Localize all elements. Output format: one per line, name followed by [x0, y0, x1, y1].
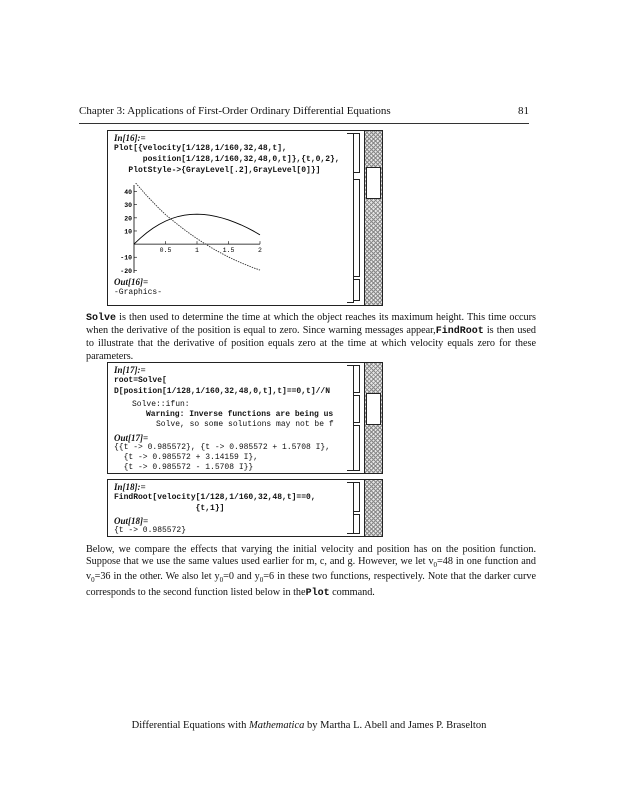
y-tick-label: 30: [124, 202, 132, 210]
x-tick-label: 1: [195, 247, 199, 255]
scroll-thumb[interactable]: [366, 393, 381, 425]
footer-text: by Martha L. Abell and James P. Braselton: [304, 720, 487, 731]
paragraph-text: is then used to illustrate that the derivative of position equals zero at the time at which velocity equals zero for these parameters.: [86, 325, 536, 362]
out-line: {t -> 0.985572}: [114, 526, 187, 534]
code-line[interactable]: root=Solve[: [114, 376, 167, 385]
cell-bracket[interactable]: [353, 365, 360, 393]
code-line[interactable]: {t,1}]: [114, 504, 225, 513]
subscript: 0: [259, 576, 264, 585]
scroll-thumb[interactable]: [366, 167, 381, 199]
code-line[interactable]: PlotStyle->{GrayLevel[.2],GrayLevel[0]}]: [114, 166, 321, 175]
code-line[interactable]: D[position[1/128,1/160,32,48,0,t],t]==0,t]//N: [114, 387, 331, 396]
plot-graphic: [112, 183, 262, 275]
notebook-cell-18[interactable]: [107, 479, 383, 537]
paragraph-text: =0 and y: [223, 571, 260, 583]
group-bracket[interactable]: [347, 482, 354, 534]
paragraph-text: =48 in one function and v: [86, 556, 536, 583]
in-label-18: In[18]:=: [114, 482, 146, 492]
in-label-17: In[17]:=: [114, 365, 146, 375]
x-tick-label: 1.5: [222, 247, 235, 255]
subscript: 0: [219, 576, 224, 585]
paragraph-text: =36 in the other. We also let y: [94, 571, 220, 583]
page-footer: [0, 720, 618, 731]
group-bracket[interactable]: [347, 133, 354, 303]
cell-bracket[interactable]: [353, 133, 360, 173]
footer-italic: Mathematica: [248, 720, 305, 731]
code-line[interactable]: position[1/128,1/160,32,48,0,t]},{t,0,2},: [114, 155, 340, 164]
cell-bracket[interactable]: [353, 279, 360, 301]
code-line[interactable]: Plot[{velocity[1/128,1/160,32,48,t],: [114, 144, 287, 153]
out-label-17: Out[17]=: [114, 433, 149, 443]
notebook-cell-17[interactable]: [107, 362, 383, 474]
series-line-velocity: [134, 183, 260, 270]
paragraph-text: =6 in these two functions, respectively. Note that the darker curve corresponds to the second function listed below in the: [86, 571, 536, 598]
cell-bracket[interactable]: [353, 514, 360, 534]
out-label-18: Out[18]=: [114, 516, 149, 526]
out-line: {{t -> 0.985572}, {t -> 0.985572 + 1.5708 I},: [114, 443, 331, 452]
y-tick-label: 10: [124, 228, 132, 236]
y-tick-label: -20: [120, 267, 132, 275]
footer-text: Differential Equations with: [131, 720, 249, 731]
in-label-16: In[16]:=: [114, 133, 146, 143]
out-label-16: Out[16]=: [114, 277, 149, 287]
warning-message: [132, 400, 342, 430]
warning-text: Solve, so some solutions may not be f: [156, 420, 334, 429]
keyword-findroot: FindRoot: [435, 326, 484, 338]
out-value-16: -Graphics-: [114, 288, 163, 297]
cell-bracket[interactable]: [353, 482, 360, 512]
cell-bracket[interactable]: [353, 425, 360, 471]
scrollbar[interactable]: [364, 480, 382, 536]
series-line-position: [134, 214, 260, 244]
scrollbar[interactable]: [364, 363, 382, 473]
notebook-cell-16[interactable]: [107, 130, 383, 306]
scrollbar[interactable]: [364, 131, 382, 305]
subscript: 0: [433, 561, 438, 570]
paragraph-text: is then used to determine the time at which the object reaches its maximum height. This time occurs when the derivative of the position is equal to zero. Since warning messages appear,: [86, 312, 536, 337]
header-rule: [79, 123, 529, 124]
page-number: 81: [518, 105, 529, 117]
warning-text: Solve::ifun:: [132, 400, 190, 409]
subscript: 0: [91, 576, 95, 585]
y-tick-label: -10: [120, 254, 132, 262]
warning-text: Warning: Inverse functions are being us: [146, 410, 334, 419]
cell-bracket[interactable]: [353, 395, 360, 423]
group-bracket[interactable]: [347, 365, 354, 471]
y-tick-label: 40: [124, 189, 132, 197]
page-header: [79, 105, 529, 117]
paragraph-text: Below, we compare the effects that varying the initial velocity and position has on the position function. Suppose that we use the same values used earlier for m, c, and g. However, we let v: [86, 544, 536, 568]
x-tick-label: 2: [258, 247, 262, 255]
code-line[interactable]: FindRoot[velocity[1/128,1/160,32,48,t]==0,: [114, 493, 316, 502]
keyword-plot: Plot: [305, 587, 330, 599]
paragraph-text: command.: [329, 586, 375, 598]
y-tick-label: 20: [124, 215, 132, 223]
x-tick-label: 0.5: [159, 247, 172, 255]
out-line: {t -> 0.985572 - 1.5708 I}}: [114, 463, 254, 471]
cell-bracket[interactable]: [353, 179, 360, 277]
out-line: {t -> 0.985572 + 3.14159 I},: [114, 453, 259, 462]
paragraph-compare: [86, 544, 536, 600]
keyword-solve: Solve: [86, 313, 117, 324]
chapter-title: Chapter 3: Applications of First-Order Ordinary Differential Equations: [79, 105, 391, 117]
paragraph-solve: [86, 312, 536, 363]
